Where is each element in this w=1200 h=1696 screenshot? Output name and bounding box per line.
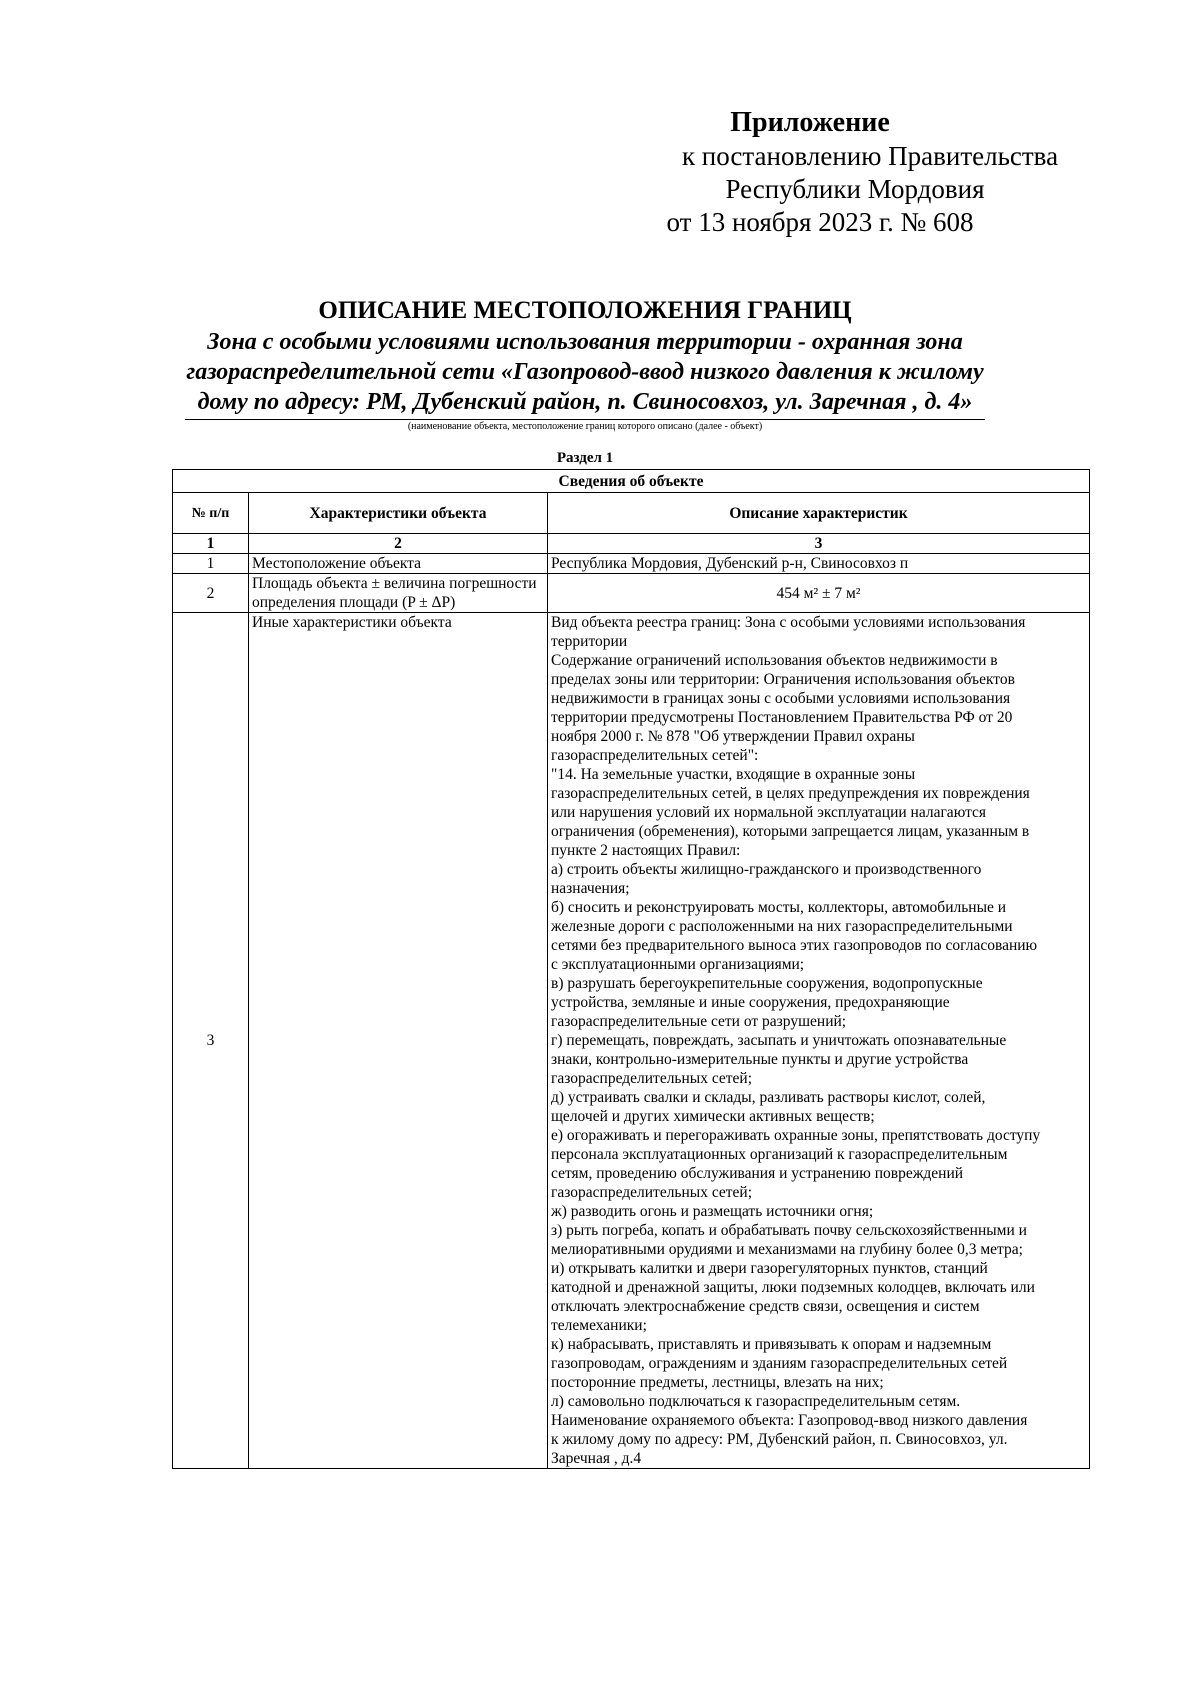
description-line: ограничения (обременения), которыми запрещается лицам, указанным в — [551, 823, 1030, 840]
row-characteristic: Местоположение объекта — [249, 554, 548, 574]
description-line: а) строить объекты жилищно-гражданского и производственного — [551, 861, 982, 878]
description-line: газораспределительных сетей; — [551, 1070, 753, 1087]
object-note: (наименование объекта, местоположение границ которого описано (далее - объект) — [407, 421, 763, 432]
table-row — [173, 574, 1090, 613]
document-title: ОПИСАНИЕ МЕСТОПОЛОЖЕНИЯ ГРАНИЦ — [318, 297, 852, 324]
description-line: б) сносить и реконструировать мосты, коллекторы, автомобильные и — [551, 899, 1007, 916]
appendix-line: от 13 ноября 2023 г. № 608 — [666, 207, 974, 237]
description-line: устройства, земляные и иные сооружения, предохраняющие — [551, 994, 950, 1011]
row-characteristic: Площадь объекта ± величина погрешности определения площади (P ± ΔP) — [249, 574, 548, 613]
description-line: Наименование охраняемого объекта: Газопровод-ввод низкого давления — [551, 1412, 1028, 1429]
description-line: знаки, контрольно-измерительные пункты и другие устройства — [551, 1051, 969, 1068]
description-line: сетями без предварительного выноса этих газопроводов по согласованию — [551, 937, 1038, 954]
description-line: газораспределительных сетей, в целях предупреждения их повреждения — [551, 785, 1030, 802]
description-line: Заречная , д.4 — [551, 1450, 642, 1467]
description-line: газораспределительных сетей": — [551, 747, 759, 764]
appendix-title: Приложение — [730, 107, 890, 138]
row-description: Республика Мордовия, Дубенский р-н, Свиносовхоз п — [548, 554, 1090, 574]
description-line: отключать электроснабжение средств связи, освещения и систем — [551, 1298, 980, 1315]
row-description — [548, 613, 1090, 1469]
description-line: ж) разводить огонь и размещать источники огня; — [551, 1203, 874, 1220]
document-subtitle — [150, 327, 1020, 417]
description-line: с эксплуатационными организациями; — [551, 956, 805, 973]
description-line: л) самовольно подключаться к газораспределительным сетям. — [551, 1393, 961, 1410]
subtitle-line: Зона с особыми условиями использования территории - охранная зона — [207, 329, 963, 355]
appendix-line: Республики Мордовия — [725, 174, 985, 204]
description-line: к) набрасывать, приставлять и привязывать к опорам и надземным — [551, 1336, 992, 1353]
description-line: территории — [551, 633, 628, 650]
description-line: пределах зоны или территории: Ограничения использования объектов — [551, 671, 1015, 688]
column-number: 1 — [173, 534, 249, 554]
header-num: № п/п — [173, 493, 249, 534]
description-line: посторонние предметы, лестницы, влезать на них; — [551, 1374, 884, 1391]
description-line: Содержание ограничений использования объектов недвижимости в — [551, 652, 998, 669]
header-characteristic: Характеристики объекта — [249, 493, 548, 534]
appendix-block — [600, 106, 1100, 239]
description-line: газораспределительные сети от разрушений; — [551, 1013, 847, 1030]
description-line: железные дороги с расположенными на них газораспределительными — [551, 918, 1013, 935]
description-line: телемеханики; — [551, 1317, 647, 1334]
table-header-row — [173, 493, 1090, 534]
description-line: к жилому дому по адресу: РМ, Дубенский район, п. Свиносовхоз, ул. — [551, 1431, 1008, 1448]
column-number-row — [173, 534, 1090, 554]
description-line: мелиоративными орудиями и механизмами на глубину более 0,3 метра; — [551, 1241, 1023, 1258]
description-line: назначения; — [551, 880, 630, 897]
object-info-table — [172, 469, 1090, 1469]
description-line: пункте 2 настоящих Правил: — [551, 842, 741, 859]
description-line: Вид объекта реестра границ: Зона с особыми условиями использования — [551, 614, 1026, 631]
table-row — [173, 554, 1090, 574]
description-line: е) огораживать и перегораживать охранные зоны, препятствовать доступу — [551, 1127, 1041, 1144]
row-description: 454 м² ± 7 м² — [548, 574, 1090, 613]
description-line: сетям, проведению обслуживания и устранению повреждений — [551, 1165, 964, 1182]
subtitle-line: дому по адресу: РМ, Дубенский район, п. Свиносовхоз, ул. Заречная , д. 4» — [197, 389, 973, 415]
description-line: з) рыть погреба, копать и обрабатывать почву сельскохозяйственными и — [551, 1222, 1027, 1239]
row-num: 2 — [173, 574, 249, 613]
description-line: территории предусмотрены Постановлением Правительства РФ от 20 — [551, 709, 1013, 726]
description-line: в) разрушать берегоукрепительные сооружения, водопропускные — [551, 975, 983, 992]
table-caption: Сведения об объекте — [173, 470, 1090, 493]
description-line: ноября 2000 г. № 878 "Об утверждении Правил охраны — [551, 728, 915, 745]
description-line: щелочей и других химически активных веществ; — [551, 1108, 875, 1125]
description-line: газораспределительных сетей; — [551, 1184, 753, 1201]
description-line: г) перемещать, повреждать, засыпать и уничтожать опознавательные — [551, 1032, 1007, 1049]
column-number: 3 — [548, 534, 1090, 554]
header-description: Описание характеристик — [548, 493, 1090, 534]
description-line: катодной и дренажной защиты, люки подземных колодцев, включать или — [551, 1279, 1035, 1296]
row-num: 1 — [173, 554, 249, 574]
description-line: д) устраивать свалки и склады, разливать растворы кислот, солей, — [551, 1089, 986, 1106]
description-line: газопроводам, ограждениям и зданиям газораспределительных сетей — [551, 1355, 1008, 1372]
table-row — [173, 613, 1090, 1469]
description-line: "14. На земельные участки, входящие в охранные зоны — [551, 766, 916, 783]
column-number: 2 — [249, 534, 548, 554]
description-line: и) открывать калитки и двери газорегуляторных пунктов, станций — [551, 1260, 988, 1277]
appendix-line: к постановлению Правительства — [681, 141, 1059, 171]
description-line: персонала эксплуатационных организаций к газораспределительным — [551, 1146, 1008, 1163]
description-line: недвижимости в границах зоны с особыми условиями использования — [551, 690, 1011, 707]
subtitle-underline — [185, 419, 985, 420]
section-label: Раздел 1 — [556, 450, 614, 466]
table-caption-row — [173, 470, 1090, 493]
row-num: 3 — [173, 613, 249, 1469]
row-characteristic: Иные характеристики объекта — [249, 613, 548, 1469]
subtitle-line: газораспределительной сети «Газопровод-ввод низкого давления к жилому — [186, 359, 984, 385]
description-line: или нарушения условий их нормальной эксплуатации налагаются — [551, 804, 987, 821]
